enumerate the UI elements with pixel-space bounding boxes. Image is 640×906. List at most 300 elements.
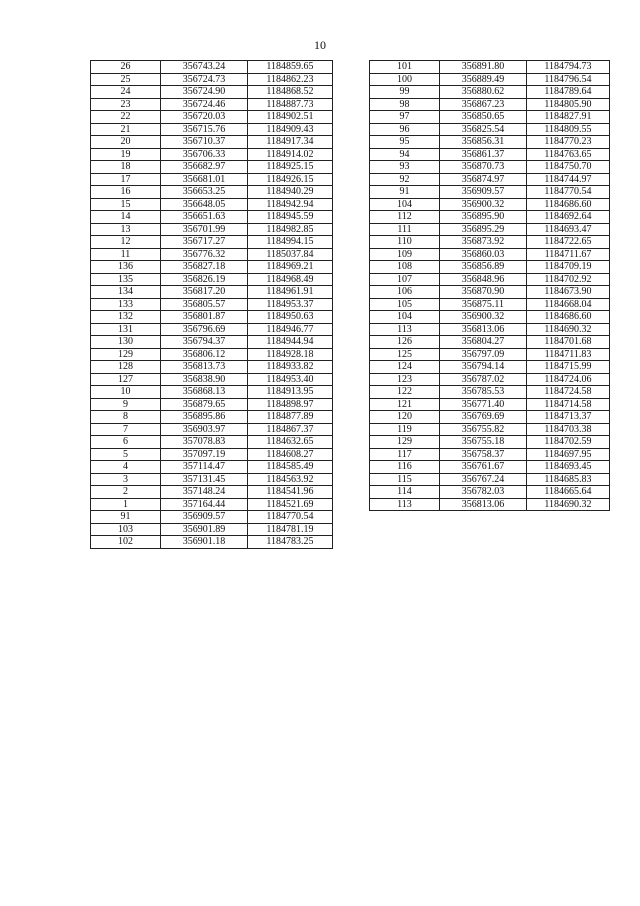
x-coordinate-cell: 357097.19 xyxy=(161,448,248,461)
table-row xyxy=(370,186,610,199)
y-coordinate-cell: 1184750.70 xyxy=(527,161,610,174)
x-coordinate-cell: 356785.53 xyxy=(440,386,527,399)
table-row xyxy=(370,436,610,449)
point-number-cell: 113 xyxy=(370,323,440,336)
y-coordinate-cell: 1184928.18 xyxy=(248,348,333,361)
y-coordinate-cell: 1184701.68 xyxy=(527,336,610,349)
x-coordinate-cell: 356758.37 xyxy=(440,448,527,461)
x-coordinate-cell: 356827.18 xyxy=(161,261,248,274)
table-row xyxy=(91,86,333,99)
x-coordinate-cell: 356743.24 xyxy=(161,61,248,74)
y-coordinate-cell: 1184693.47 xyxy=(527,223,610,236)
y-coordinate-cell: 1184942.94 xyxy=(248,198,333,211)
point-number-cell: 106 xyxy=(370,286,440,299)
y-coordinate-cell: 1184859.65 xyxy=(248,61,333,74)
point-number-cell: 2 xyxy=(91,486,161,499)
table-row xyxy=(91,73,333,86)
table-row xyxy=(91,523,333,536)
y-coordinate-cell: 1184913.95 xyxy=(248,386,333,399)
point-number-cell: 115 xyxy=(370,473,440,486)
y-coordinate-cell: 1184783.25 xyxy=(248,536,333,549)
point-number-cell: 129 xyxy=(91,348,161,361)
y-coordinate-cell: 1184809.55 xyxy=(527,123,610,136)
x-coordinate-cell: 356880.62 xyxy=(440,86,527,99)
point-number-cell: 99 xyxy=(370,86,440,99)
x-coordinate-cell: 356710.37 xyxy=(161,136,248,149)
table-row xyxy=(91,286,333,299)
table-row xyxy=(91,511,333,524)
y-coordinate-cell: 1184917.34 xyxy=(248,136,333,149)
x-coordinate-cell: 356874.97 xyxy=(440,173,527,186)
point-number-cell: 100 xyxy=(370,73,440,86)
y-coordinate-cell: 1184862.23 xyxy=(248,73,333,86)
y-coordinate-cell: 1184711.83 xyxy=(527,348,610,361)
x-coordinate-cell: 356720.03 xyxy=(161,111,248,124)
point-number-cell: 19 xyxy=(91,148,161,161)
x-coordinate-cell: 356767.24 xyxy=(440,473,527,486)
x-coordinate-cell: 356870.73 xyxy=(440,161,527,174)
table-row xyxy=(91,423,333,436)
table-row xyxy=(91,536,333,549)
x-coordinate-cell: 356891.80 xyxy=(440,61,527,74)
table-row xyxy=(370,461,610,474)
table-row xyxy=(370,248,610,261)
x-coordinate-cell: 356782.03 xyxy=(440,486,527,499)
point-number-cell: 4 xyxy=(91,461,161,474)
table-row xyxy=(370,236,610,249)
coordinates-table-left xyxy=(90,60,333,549)
y-coordinate-cell: 1184994.15 xyxy=(248,236,333,249)
x-coordinate-cell: 356805.57 xyxy=(161,298,248,311)
point-number-cell: 10 xyxy=(91,386,161,399)
point-number-cell: 120 xyxy=(370,411,440,424)
point-number-cell: 111 xyxy=(370,223,440,236)
x-coordinate-cell: 356817.20 xyxy=(161,286,248,299)
x-coordinate-cell: 356825.54 xyxy=(440,123,527,136)
table-row xyxy=(370,86,610,99)
table-row xyxy=(370,136,610,149)
table-row xyxy=(91,198,333,211)
point-number-cell: 94 xyxy=(370,148,440,161)
y-coordinate-cell: 1184703.38 xyxy=(527,423,610,436)
x-coordinate-cell: 356909.57 xyxy=(161,511,248,524)
point-number-cell: 17 xyxy=(91,173,161,186)
table-row xyxy=(370,161,610,174)
point-number-cell: 16 xyxy=(91,186,161,199)
y-coordinate-cell: 1184945.59 xyxy=(248,211,333,224)
y-coordinate-cell: 1184946.77 xyxy=(248,323,333,336)
x-coordinate-cell: 357131.45 xyxy=(161,473,248,486)
point-number-cell: 127 xyxy=(91,373,161,386)
y-coordinate-cell: 1184968.49 xyxy=(248,273,333,286)
point-number-cell: 1 xyxy=(91,498,161,511)
point-number-cell: 98 xyxy=(370,98,440,111)
table-row xyxy=(370,98,610,111)
x-coordinate-cell: 356861.37 xyxy=(440,148,527,161)
y-coordinate-cell: 1184686.60 xyxy=(527,198,610,211)
x-coordinate-cell: 356879.65 xyxy=(161,398,248,411)
y-coordinate-cell: 1185037.84 xyxy=(248,248,333,261)
y-coordinate-cell: 1184714.58 xyxy=(527,398,610,411)
y-coordinate-cell: 1184702.59 xyxy=(527,436,610,449)
point-number-cell: 119 xyxy=(370,423,440,436)
table-row xyxy=(91,386,333,399)
y-coordinate-cell: 1184541.96 xyxy=(248,486,333,499)
y-coordinate-cell: 1184805.90 xyxy=(527,98,610,111)
point-number-cell: 105 xyxy=(370,298,440,311)
y-coordinate-cell: 1184961.91 xyxy=(248,286,333,299)
y-coordinate-cell: 1184796.54 xyxy=(527,73,610,86)
x-coordinate-cell: 356868.13 xyxy=(161,386,248,399)
x-coordinate-cell: 356706.33 xyxy=(161,148,248,161)
y-coordinate-cell: 1184770.54 xyxy=(248,511,333,524)
x-coordinate-cell: 356681.01 xyxy=(161,173,248,186)
point-number-cell: 6 xyxy=(91,436,161,449)
point-number-cell: 5 xyxy=(91,448,161,461)
x-coordinate-cell: 356682.97 xyxy=(161,161,248,174)
point-number-cell: 97 xyxy=(370,111,440,124)
point-number-cell: 24 xyxy=(91,86,161,99)
x-coordinate-cell: 356860.03 xyxy=(440,248,527,261)
x-coordinate-cell: 356701.99 xyxy=(161,223,248,236)
x-coordinate-cell: 356761.67 xyxy=(440,461,527,474)
x-coordinate-cell: 356900.32 xyxy=(440,311,527,324)
x-coordinate-cell: 357148.24 xyxy=(161,486,248,499)
point-number-cell: 132 xyxy=(91,311,161,324)
table-row xyxy=(370,111,610,124)
table-row xyxy=(91,261,333,274)
table-row xyxy=(91,498,333,511)
table-row xyxy=(91,173,333,186)
x-coordinate-cell: 356813.06 xyxy=(440,498,527,511)
table-row xyxy=(370,398,610,411)
point-number-cell: 126 xyxy=(370,336,440,349)
table-row xyxy=(91,348,333,361)
table-row xyxy=(91,211,333,224)
x-coordinate-cell: 357164.44 xyxy=(161,498,248,511)
point-number-cell: 122 xyxy=(370,386,440,399)
coordinates-table-right-body xyxy=(370,61,610,511)
table-row xyxy=(91,186,333,199)
table-row xyxy=(370,273,610,286)
x-coordinate-cell: 356900.32 xyxy=(440,198,527,211)
x-coordinate-cell: 356875.11 xyxy=(440,298,527,311)
table-row xyxy=(91,486,333,499)
point-number-cell: 129 xyxy=(370,436,440,449)
table-row xyxy=(370,61,610,74)
point-number-cell: 20 xyxy=(91,136,161,149)
x-coordinate-cell: 356715.76 xyxy=(161,123,248,136)
table-row xyxy=(370,311,610,324)
point-number-cell: 130 xyxy=(91,336,161,349)
table-row xyxy=(91,298,333,311)
y-coordinate-cell: 1184794.73 xyxy=(527,61,610,74)
point-number-cell: 110 xyxy=(370,236,440,249)
table-row xyxy=(91,361,333,374)
table-row xyxy=(91,236,333,249)
x-coordinate-cell: 356848.96 xyxy=(440,273,527,286)
table-row xyxy=(91,148,333,161)
coordinates-table-left-body xyxy=(91,61,333,549)
table-row xyxy=(370,423,610,436)
x-coordinate-cell: 356717.27 xyxy=(161,236,248,249)
table-row xyxy=(91,123,333,136)
x-coordinate-cell: 356771.40 xyxy=(440,398,527,411)
y-coordinate-cell: 1184940.29 xyxy=(248,186,333,199)
x-coordinate-cell: 356895.90 xyxy=(440,211,527,224)
x-coordinate-cell: 356901.18 xyxy=(161,536,248,549)
point-number-cell: 108 xyxy=(370,261,440,274)
x-coordinate-cell: 356873.92 xyxy=(440,236,527,249)
point-number-cell: 101 xyxy=(370,61,440,74)
y-coordinate-cell: 1184827.91 xyxy=(527,111,610,124)
x-coordinate-cell: 356895.86 xyxy=(161,411,248,424)
y-coordinate-cell: 1184686.60 xyxy=(527,311,610,324)
point-number-cell: 3 xyxy=(91,473,161,486)
table-row xyxy=(91,398,333,411)
y-coordinate-cell: 1184724.06 xyxy=(527,373,610,386)
x-coordinate-cell: 356651.63 xyxy=(161,211,248,224)
y-coordinate-cell: 1184563.92 xyxy=(248,473,333,486)
table-row xyxy=(370,323,610,336)
table-row xyxy=(91,161,333,174)
y-coordinate-cell: 1184724.58 xyxy=(527,386,610,399)
point-number-cell: 114 xyxy=(370,486,440,499)
point-number-cell: 125 xyxy=(370,348,440,361)
y-coordinate-cell: 1184950.63 xyxy=(248,311,333,324)
y-coordinate-cell: 1184926.15 xyxy=(248,173,333,186)
point-number-cell: 124 xyxy=(370,361,440,374)
y-coordinate-cell: 1184673.90 xyxy=(527,286,610,299)
y-coordinate-cell: 1184770.54 xyxy=(527,186,610,199)
x-coordinate-cell: 356856.89 xyxy=(440,261,527,274)
y-coordinate-cell: 1184693.45 xyxy=(527,461,610,474)
point-number-cell: 18 xyxy=(91,161,161,174)
x-coordinate-cell: 356826.19 xyxy=(161,273,248,286)
table-row xyxy=(370,386,610,399)
table-row xyxy=(370,486,610,499)
table-row xyxy=(91,98,333,111)
y-coordinate-cell: 1184969.21 xyxy=(248,261,333,274)
y-coordinate-cell: 1184668.04 xyxy=(527,298,610,311)
x-coordinate-cell: 356856.31 xyxy=(440,136,527,149)
y-coordinate-cell: 1184521.69 xyxy=(248,498,333,511)
y-coordinate-cell: 1184944.94 xyxy=(248,336,333,349)
table-row xyxy=(91,373,333,386)
x-coordinate-cell: 356797.09 xyxy=(440,348,527,361)
y-coordinate-cell: 1184770.23 xyxy=(527,136,610,149)
table-row xyxy=(370,148,610,161)
table-row xyxy=(370,211,610,224)
x-coordinate-cell: 356838.90 xyxy=(161,373,248,386)
y-coordinate-cell: 1184709.19 xyxy=(527,261,610,274)
point-number-cell: 107 xyxy=(370,273,440,286)
y-coordinate-cell: 1184982.85 xyxy=(248,223,333,236)
table-row xyxy=(370,373,610,386)
y-coordinate-cell: 1184867.37 xyxy=(248,423,333,436)
x-coordinate-cell: 356724.46 xyxy=(161,98,248,111)
x-coordinate-cell: 356813.73 xyxy=(161,361,248,374)
y-coordinate-cell: 1184715.99 xyxy=(527,361,610,374)
point-number-cell: 117 xyxy=(370,448,440,461)
y-coordinate-cell: 1184608.27 xyxy=(248,448,333,461)
x-coordinate-cell: 356755.82 xyxy=(440,423,527,436)
x-coordinate-cell: 356724.73 xyxy=(161,73,248,86)
y-coordinate-cell: 1184711.67 xyxy=(527,248,610,261)
point-number-cell: 7 xyxy=(91,423,161,436)
table-row xyxy=(91,273,333,286)
table-row xyxy=(370,73,610,86)
table-row xyxy=(91,473,333,486)
table-row xyxy=(91,323,333,336)
table-row xyxy=(370,361,610,374)
table-row xyxy=(370,173,610,186)
point-number-cell: 113 xyxy=(370,498,440,511)
point-number-cell: 104 xyxy=(370,198,440,211)
y-coordinate-cell: 1184632.65 xyxy=(248,436,333,449)
x-coordinate-cell: 356903.97 xyxy=(161,423,248,436)
point-number-cell: 14 xyxy=(91,211,161,224)
y-coordinate-cell: 1184702.92 xyxy=(527,273,610,286)
x-coordinate-cell: 356769.69 xyxy=(440,411,527,424)
x-coordinate-cell: 356755.18 xyxy=(440,436,527,449)
point-number-cell: 9 xyxy=(91,398,161,411)
point-number-cell: 136 xyxy=(91,261,161,274)
y-coordinate-cell: 1184781.19 xyxy=(248,523,333,536)
x-coordinate-cell: 356653.25 xyxy=(161,186,248,199)
y-coordinate-cell: 1184877.89 xyxy=(248,411,333,424)
y-coordinate-cell: 1184722.65 xyxy=(527,236,610,249)
table-row xyxy=(91,461,333,474)
coordinates-table-right xyxy=(369,60,610,511)
y-coordinate-cell: 1184692.64 xyxy=(527,211,610,224)
point-number-cell: 92 xyxy=(370,173,440,186)
y-coordinate-cell: 1184713.37 xyxy=(527,411,610,424)
x-coordinate-cell: 356806.12 xyxy=(161,348,248,361)
point-number-cell: 104 xyxy=(370,311,440,324)
y-coordinate-cell: 1184953.40 xyxy=(248,373,333,386)
y-coordinate-cell: 1184902.51 xyxy=(248,111,333,124)
y-coordinate-cell: 1184789.64 xyxy=(527,86,610,99)
table-row xyxy=(370,261,610,274)
point-number-cell: 95 xyxy=(370,136,440,149)
point-number-cell: 128 xyxy=(91,361,161,374)
point-number-cell: 131 xyxy=(91,323,161,336)
table-row xyxy=(91,311,333,324)
table-row xyxy=(91,448,333,461)
table-row xyxy=(370,348,610,361)
x-coordinate-cell: 356794.37 xyxy=(161,336,248,349)
point-number-cell: 21 xyxy=(91,123,161,136)
point-number-cell: 123 xyxy=(370,373,440,386)
y-coordinate-cell: 1184697.95 xyxy=(527,448,610,461)
point-number-cell: 116 xyxy=(370,461,440,474)
x-coordinate-cell: 356889.49 xyxy=(440,73,527,86)
y-coordinate-cell: 1184898.97 xyxy=(248,398,333,411)
y-coordinate-cell: 1184685.83 xyxy=(527,473,610,486)
x-coordinate-cell: 356801.87 xyxy=(161,311,248,324)
x-coordinate-cell: 356867.23 xyxy=(440,98,527,111)
point-number-cell: 121 xyxy=(370,398,440,411)
table-row xyxy=(91,411,333,424)
x-coordinate-cell: 356870.90 xyxy=(440,286,527,299)
point-number-cell: 112 xyxy=(370,211,440,224)
point-number-cell: 96 xyxy=(370,123,440,136)
table-row xyxy=(370,123,610,136)
y-coordinate-cell: 1184914.02 xyxy=(248,148,333,161)
table-row xyxy=(91,336,333,349)
table-row xyxy=(91,61,333,74)
x-coordinate-cell: 356648.05 xyxy=(161,198,248,211)
point-number-cell: 102 xyxy=(91,536,161,549)
table-row xyxy=(91,111,333,124)
x-coordinate-cell: 356796.69 xyxy=(161,323,248,336)
point-number-cell: 15 xyxy=(91,198,161,211)
x-coordinate-cell: 356724.90 xyxy=(161,86,248,99)
y-coordinate-cell: 1184909.43 xyxy=(248,123,333,136)
point-number-cell: 12 xyxy=(91,236,161,249)
x-coordinate-cell: 356804.27 xyxy=(440,336,527,349)
table-row xyxy=(91,223,333,236)
y-coordinate-cell: 1184953.37 xyxy=(248,298,333,311)
table-row xyxy=(91,136,333,149)
x-coordinate-cell: 356901.89 xyxy=(161,523,248,536)
y-coordinate-cell: 1184868.52 xyxy=(248,86,333,99)
y-coordinate-cell: 1184763.65 xyxy=(527,148,610,161)
y-coordinate-cell: 1184665.64 xyxy=(527,486,610,499)
y-coordinate-cell: 1184585.49 xyxy=(248,461,333,474)
x-coordinate-cell: 356794.14 xyxy=(440,361,527,374)
y-coordinate-cell: 1184690.32 xyxy=(527,498,610,511)
point-number-cell: 133 xyxy=(91,298,161,311)
table-row xyxy=(370,411,610,424)
x-coordinate-cell: 356813.06 xyxy=(440,323,527,336)
table-row xyxy=(370,198,610,211)
point-number-cell: 91 xyxy=(370,186,440,199)
point-number-cell: 26 xyxy=(91,61,161,74)
point-number-cell: 91 xyxy=(91,511,161,524)
point-number-cell: 23 xyxy=(91,98,161,111)
point-number-cell: 8 xyxy=(91,411,161,424)
table-row xyxy=(370,298,610,311)
x-coordinate-cell: 356909.57 xyxy=(440,186,527,199)
table-row xyxy=(370,448,610,461)
point-number-cell: 13 xyxy=(91,223,161,236)
table-row xyxy=(370,498,610,511)
x-coordinate-cell: 356895.29 xyxy=(440,223,527,236)
point-number-cell: 22 xyxy=(91,111,161,124)
point-number-cell: 109 xyxy=(370,248,440,261)
x-coordinate-cell: 356787.02 xyxy=(440,373,527,386)
x-coordinate-cell: 357078.83 xyxy=(161,436,248,449)
y-coordinate-cell: 1184690.32 xyxy=(527,323,610,336)
table-row xyxy=(370,286,610,299)
x-coordinate-cell: 356776.32 xyxy=(161,248,248,261)
point-number-cell: 134 xyxy=(91,286,161,299)
y-coordinate-cell: 1184744.97 xyxy=(527,173,610,186)
y-coordinate-cell: 1184925.15 xyxy=(248,161,333,174)
table-row xyxy=(370,223,610,236)
point-number-cell: 25 xyxy=(91,73,161,86)
x-coordinate-cell: 357114.47 xyxy=(161,461,248,474)
table-row xyxy=(91,436,333,449)
point-number-cell: 11 xyxy=(91,248,161,261)
x-coordinate-cell: 356850.65 xyxy=(440,111,527,124)
point-number-cell: 135 xyxy=(91,273,161,286)
y-coordinate-cell: 1184887.73 xyxy=(248,98,333,111)
point-number-cell: 93 xyxy=(370,161,440,174)
page-number: 10 xyxy=(314,38,326,52)
